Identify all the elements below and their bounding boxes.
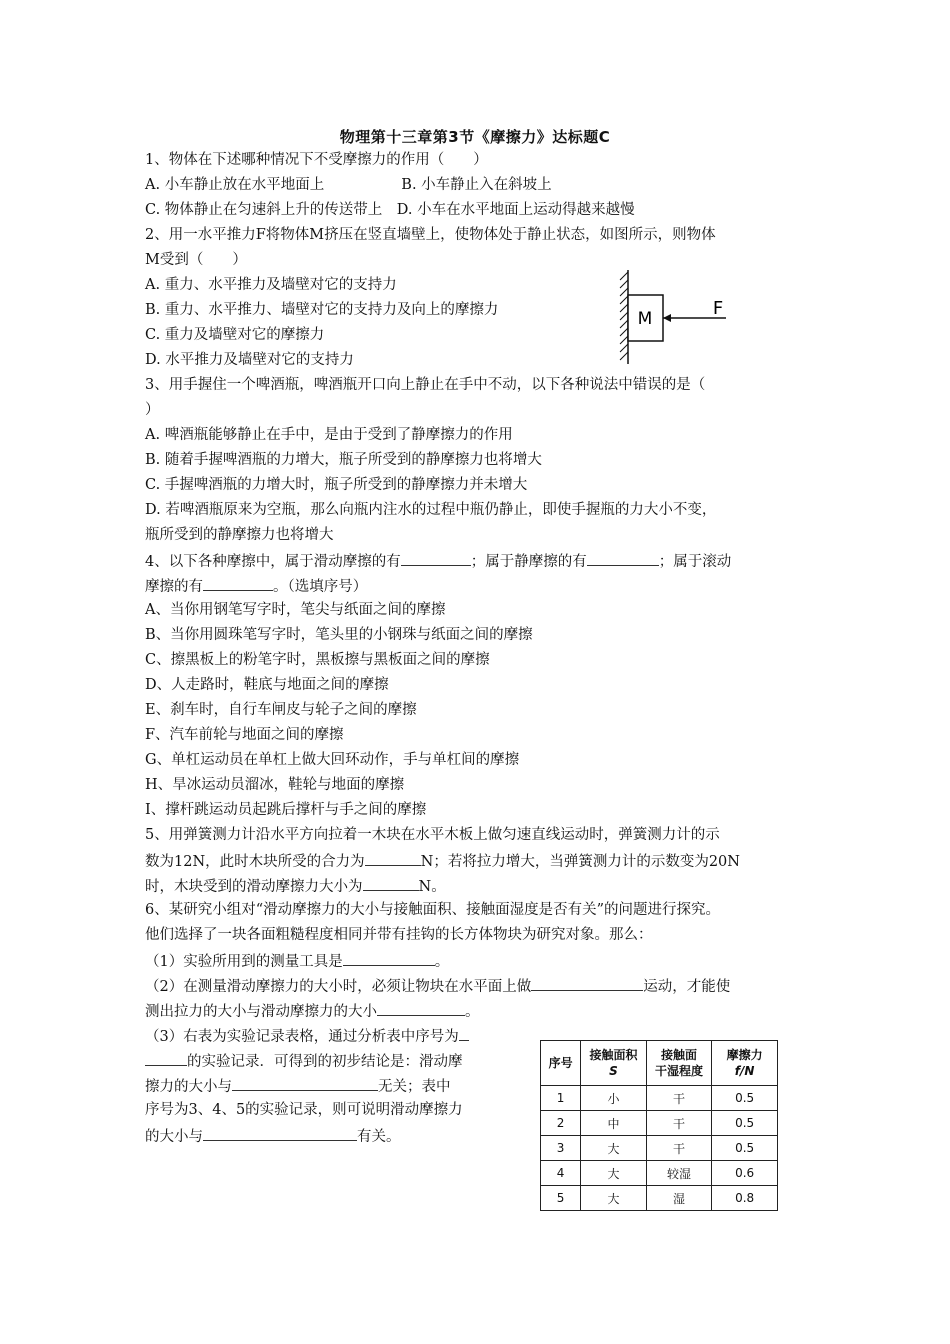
q3-option-c: C. 手握啤酒瓶的力增大时，瓶子所受到的静摩擦力并未增大 bbox=[145, 477, 528, 493]
cell-index: 5 bbox=[541, 1186, 581, 1211]
q6-blank-tool[interactable] bbox=[343, 950, 435, 966]
q3-stem-cont: ） bbox=[145, 402, 160, 418]
q6-sub2-cont-text: 测出拉力的大小与滑动摩擦力的大小 bbox=[145, 1004, 377, 1020]
q2-option-a: A. 重力、水平推力及墙壁对它的支持力 bbox=[145, 277, 397, 293]
experiment-table bbox=[540, 1040, 778, 1208]
q3-option-d-cont: 瓶所受到的静摩擦力也将增大 bbox=[145, 527, 334, 543]
q3-option-d: D. 若啤酒瓶原来为空瓶，那么向瓶内注水的过程中瓶仍静止，即使手握瓶的力大小不变， bbox=[145, 502, 717, 518]
q5-stem: 5、用弹簧测力计沿水平方向拉着一木块在水平木板上做匀速直线运动时，弹簧测力计的示 bbox=[145, 827, 720, 843]
cell-friction: 0.5 bbox=[712, 1111, 778, 1136]
table-row bbox=[541, 1186, 778, 1211]
q5-line2 bbox=[145, 850, 805, 872]
q4-stem bbox=[145, 550, 805, 572]
header-area-symbol: S bbox=[609, 1064, 618, 1078]
cell-friction: 0.8 bbox=[712, 1186, 778, 1211]
table-row bbox=[541, 1111, 778, 1136]
q4-option-d: D、人走路时，鞋底与地面之间的摩擦 bbox=[145, 677, 389, 693]
q6-stem-cont: 他们选择了一块各面粗糙程度相同并带有挂钩的长方体物块为研究对象。那么： bbox=[145, 927, 653, 943]
cell-wetness: 干 bbox=[646, 1136, 712, 1161]
q5-line2-part2: N；若将拉力增大，当弹簧测力计的示数变为20N bbox=[420, 854, 740, 870]
force-arrowhead-icon bbox=[663, 314, 671, 322]
q6-blank-unrelated[interactable] bbox=[232, 1075, 378, 1091]
q4-stem-part1: 4、以下各种摩擦中，属于滑动摩擦的有 bbox=[145, 554, 401, 570]
q6-sub3-line5-end: 有关。 bbox=[357, 1129, 401, 1145]
q4-option-g: G、单杠运动员在单杠上做大回环动作，手与单杠间的摩擦 bbox=[145, 752, 520, 768]
q3-stem: 3、用手握住一个啤酒瓶，啤酒瓶开口向上静止在手中不动，以下各种说法中错误的是（ bbox=[145, 377, 706, 393]
q4-stem-cont bbox=[145, 575, 805, 597]
table-row bbox=[541, 1086, 778, 1111]
q6-blank-equal[interactable] bbox=[377, 1000, 465, 1016]
block-m-label: M bbox=[637, 309, 653, 329]
force-f-label: F bbox=[712, 298, 724, 319]
q6-sub2-cont bbox=[145, 1000, 805, 1022]
q6-sub3-text: （3）右表为实验记录表格，通过分析表中序号为 bbox=[145, 1029, 459, 1045]
header-friction-label: 摩擦力 bbox=[726, 1048, 763, 1062]
header-area-label: 接触面积 bbox=[589, 1048, 638, 1062]
q4-option-h: H、旱冰运动员溜冰，鞋轮与地面的摩擦 bbox=[145, 777, 405, 793]
q6-sub3-line5 bbox=[145, 1125, 525, 1147]
cell-wetness: 较湿 bbox=[646, 1161, 712, 1186]
q2-stem: 2、用一水平推力F将物体M挤压在竖直墙壁上，使物体处于静止状态，如图所示，则物体 bbox=[145, 227, 716, 243]
cell-area: 大 bbox=[581, 1186, 647, 1211]
q6-sub3 bbox=[145, 1025, 525, 1047]
q3-option-b: B. 随着手握啤酒瓶的力增大，瓶子所受到的静摩擦力也将增大 bbox=[145, 452, 542, 468]
page-title: 物理第十三章第3节《摩擦力》达标题C bbox=[339, 128, 611, 146]
q2-option-b: B. 重力、水平推力、墙壁对它的支持力及向上的摩擦力 bbox=[145, 302, 499, 318]
q6-blank-rows-b[interactable] bbox=[145, 1050, 187, 1066]
q2-option-d: D. 水平推力及墙壁对它的支持力 bbox=[145, 352, 354, 368]
q6-blank-motion[interactable] bbox=[531, 975, 643, 991]
q4-option-e: E、刹车时，自行车闸皮与轮子之间的摩擦 bbox=[145, 702, 417, 718]
q6-stem: 6、某研究小组对“滑动摩擦力的大小与接触面积、接触面湿度是否有关”的问题进行探究。 bbox=[145, 902, 721, 918]
q5-line3 bbox=[145, 875, 805, 897]
q4-blank-rolling[interactable] bbox=[203, 575, 273, 591]
cell-area: 中 bbox=[581, 1111, 647, 1136]
wall-force-figure bbox=[600, 268, 740, 366]
q6-sub3-line3 bbox=[145, 1075, 525, 1097]
header-index: 序号 bbox=[541, 1041, 581, 1086]
cell-area: 大 bbox=[581, 1136, 647, 1161]
cell-friction: 0.5 bbox=[712, 1086, 778, 1111]
q1-stem: 1、物体在下述哪种情况下不受摩擦力的作用（ ） bbox=[145, 152, 488, 168]
cell-wetness: 干 bbox=[646, 1086, 712, 1111]
header-area bbox=[581, 1041, 647, 1086]
q6-sub2-text2: 运动，才能使 bbox=[643, 979, 731, 995]
table-header-row bbox=[541, 1041, 778, 1086]
q4-blank-static[interactable] bbox=[587, 550, 659, 566]
q5-line3-part1: 时，木块受到的滑动摩擦力大小为 bbox=[145, 879, 363, 895]
cell-area: 小 bbox=[581, 1086, 647, 1111]
q6-blank-rows-a[interactable] bbox=[459, 1025, 469, 1041]
q6-sub3-line3-text: 擦力的大小与 bbox=[145, 1079, 232, 1095]
header-wetness-label2: 干湿程度 bbox=[654, 1064, 703, 1078]
cell-area: 大 bbox=[581, 1161, 647, 1186]
q1-options-ab: A. 小车静止放在水平地面上 B. 小车静止入在斜坡上 bbox=[145, 177, 552, 193]
cell-wetness: 干 bbox=[646, 1111, 712, 1136]
q4-stem-cont-part1: 摩擦的有 bbox=[145, 579, 203, 595]
table-row bbox=[541, 1136, 778, 1161]
q6-sub1-end: 。 bbox=[434, 954, 450, 970]
q6-sub3-line2-text: 的实验记录．可得到的初步结论是：滑动摩 bbox=[187, 1054, 463, 1070]
q1-options-cd: C. 物体静止在匀速斜上升的传送带上 D. 小车在水平地面上运动得越来越慢 bbox=[145, 202, 635, 218]
q4-blank-sliding[interactable] bbox=[401, 550, 471, 566]
cell-index: 1 bbox=[541, 1086, 581, 1111]
q4-stem-part3: ；属于滚动 bbox=[658, 554, 732, 570]
q4-option-i: I、撑杆跳运动员起跳后撑杆与手之间的摩擦 bbox=[145, 802, 427, 818]
q6-sub2 bbox=[145, 975, 805, 997]
q6-sub3-line4: 序号为3、4、5的实验记录，则可说明滑动摩擦力 bbox=[145, 1102, 463, 1118]
header-wetness-label: 接触面 bbox=[660, 1048, 697, 1062]
q4-option-b: B、当你用圆珠笔写字时，笔头里的小钢珠与纸面之间的摩擦 bbox=[145, 627, 533, 643]
cell-wetness: 湿 bbox=[646, 1186, 712, 1211]
q4-option-c: C、擦黑板上的粉笔字时，黑板擦与黑板面之间的摩擦 bbox=[145, 652, 490, 668]
q5-line3-part2: N。 bbox=[418, 879, 446, 895]
q6-sub1-text: （1）实验所用到的测量工具是 bbox=[145, 954, 343, 970]
table-row bbox=[541, 1161, 778, 1186]
q6-sub3-line2 bbox=[145, 1050, 525, 1072]
q4-option-f: F、汽车前轮与地面之间的摩擦 bbox=[145, 727, 344, 743]
cell-friction: 0.6 bbox=[712, 1161, 778, 1186]
header-friction-unit: f/N bbox=[734, 1064, 755, 1078]
q3-option-a: A. 啤酒瓶能够静止在手中，是由于受到了静摩擦力的作用 bbox=[145, 427, 513, 443]
q4-stem-part2: ；属于静摩擦的有 bbox=[470, 554, 587, 570]
q5-blank-friction[interactable] bbox=[363, 875, 419, 891]
q6-sub3-line3-end: 无关；表中 bbox=[378, 1079, 451, 1095]
q2-stem-cont: M受到（ ） bbox=[145, 252, 247, 268]
cell-index: 2 bbox=[541, 1111, 581, 1136]
cell-friction: 0.5 bbox=[712, 1136, 778, 1161]
q6-sub3-line5-text: 的大小与 bbox=[145, 1129, 203, 1145]
header-friction bbox=[712, 1041, 778, 1086]
q6-sub2-cont-end: 。 bbox=[465, 1004, 480, 1020]
q4-option-a: A、当你用钢笔写字时，笔尖与纸面之间的摩擦 bbox=[145, 602, 446, 618]
q6-sub1 bbox=[145, 950, 805, 972]
q6-sub2-text: （2）在测量滑动摩擦力的大小时，必须让物块在水平面上做 bbox=[145, 979, 532, 995]
cell-index: 3 bbox=[541, 1136, 581, 1161]
q5-line2-part1: 数为12N，此时木块所受的合力为 bbox=[145, 854, 365, 870]
cell-index: 4 bbox=[541, 1161, 581, 1186]
record-table bbox=[540, 1040, 778, 1211]
q6-blank-related[interactable] bbox=[203, 1125, 357, 1141]
q4-stem-cont-part2: 。（选填序号） bbox=[273, 579, 368, 595]
q5-blank-net-force[interactable] bbox=[365, 850, 421, 866]
wall-diagram bbox=[600, 268, 740, 366]
header-wetness bbox=[646, 1041, 712, 1086]
q2-option-c: C. 重力及墙壁对它的摩擦力 bbox=[145, 327, 325, 343]
